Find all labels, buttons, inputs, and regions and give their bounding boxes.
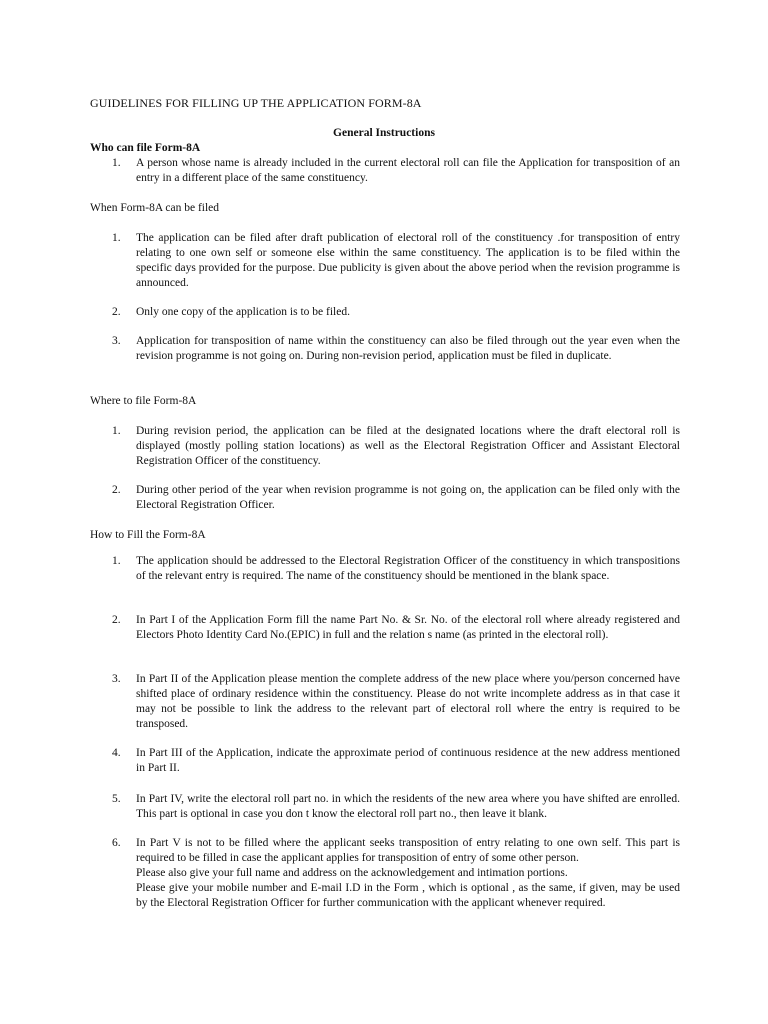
item-number: 2. (112, 614, 121, 626)
item-text: During other period of the year when revision programme is not going on, the application can be filed only with the Electoral Registration Officer. (136, 484, 680, 511)
item-text: In Part IV, write the electoral roll part no. in which the residents of the new area where you have shifted are enrolled. This part is optional in case you don t know the electoral roll part no., then leave it blank. (136, 793, 680, 820)
item-text: During revision period, the application can be filed at the designated locations where the draft electoral roll is displayed (mostly polling station locations) as well as the Electoral Registration Officer and Assistant Electoral Registration Officer of the constituency. (136, 425, 680, 467)
item-number: 6. (112, 837, 121, 849)
item-text: Only one copy of the application is to be filed. (136, 306, 350, 318)
section-heading-when: When Form-8A can be filed (90, 202, 220, 214)
item-text: Please also give your full name and address on the acknowledgement and intimation portions. (136, 867, 568, 879)
item-text: In Part V is not to be filled where the applicant seeks transposition of entry relating to one own self. This part is required to be filled in case the applicant applies for transposition of entry of some other person. (136, 837, 680, 864)
item-number: 3. (112, 335, 121, 347)
item-number: 3. (112, 673, 121, 685)
section-heading-how: How to Fill the Form-8A (90, 529, 206, 541)
item-text: The application can be filed after draft publication of electoral roll of the constituency .for transposition of entry relating to one own self or someone else within the same constituency. The application is to be filed within the specific days provided for the purpose. Due publicity is given about the above period when the revision programme is announced. (136, 232, 680, 289)
item-number: 1. (112, 157, 121, 169)
section-heading-where: Where to file Form-8A (90, 395, 197, 407)
item-text: A person whose name is already included in the current electoral roll can file the Application for transposition of an entry in a different place of the same constituency. (136, 157, 680, 184)
general-instructions-heading: General Instructions (333, 127, 435, 139)
item-number: 1. (112, 425, 121, 437)
item-number: 2. (112, 484, 121, 496)
item-number: 5. (112, 793, 121, 805)
item-text: In Part I of the Application Form fill the name Part No. & Sr. No. of the electoral roll where already registered and Electors Photo Identity Card No.(EPIC) in full and the relation s name (as printed in the electoral roll). (136, 614, 680, 641)
section-heading-who: Who can file Form-8A (90, 142, 201, 154)
item-text: Application for transposition of name within the constituency can also be filed through out the year even when the revision programme is not going on. During non-revision period, application must be filed in duplicate. (136, 335, 680, 362)
item-number: 1. (112, 232, 121, 244)
item-number: 4. (112, 747, 121, 759)
item-text: In Part II of the Application please mention the complete address of the new place where you/person concerned have shifted place of ordinary residence within the constituency. Please do not write incomplete address as in that case it may not be possible to link the address to the relevant part of electoral roll where the entry is required to be transposed. (136, 673, 680, 730)
item-text: In Part III of the Application, indicate the approximate period of continuous residence at the new address mentioned in Part II. (136, 747, 680, 774)
item-number: 2. (112, 306, 121, 318)
item-number: 1. (112, 555, 121, 567)
item-text: Please give your mobile number and E-mail I.D in the Form , which is optional , as the same, if given, may be used by the Electoral Registration Officer for further communication with the applicant whenever required. (136, 882, 680, 909)
item-text: The application should be addressed to the Electoral Registration Officer of the constituency in which transpositions of the relevant entry is required. The name of the constituency should be mentioned in the blank space. (136, 555, 680, 582)
document-title: GUIDELINES FOR FILLING UP THE APPLICATION FORM-8A (90, 96, 422, 110)
